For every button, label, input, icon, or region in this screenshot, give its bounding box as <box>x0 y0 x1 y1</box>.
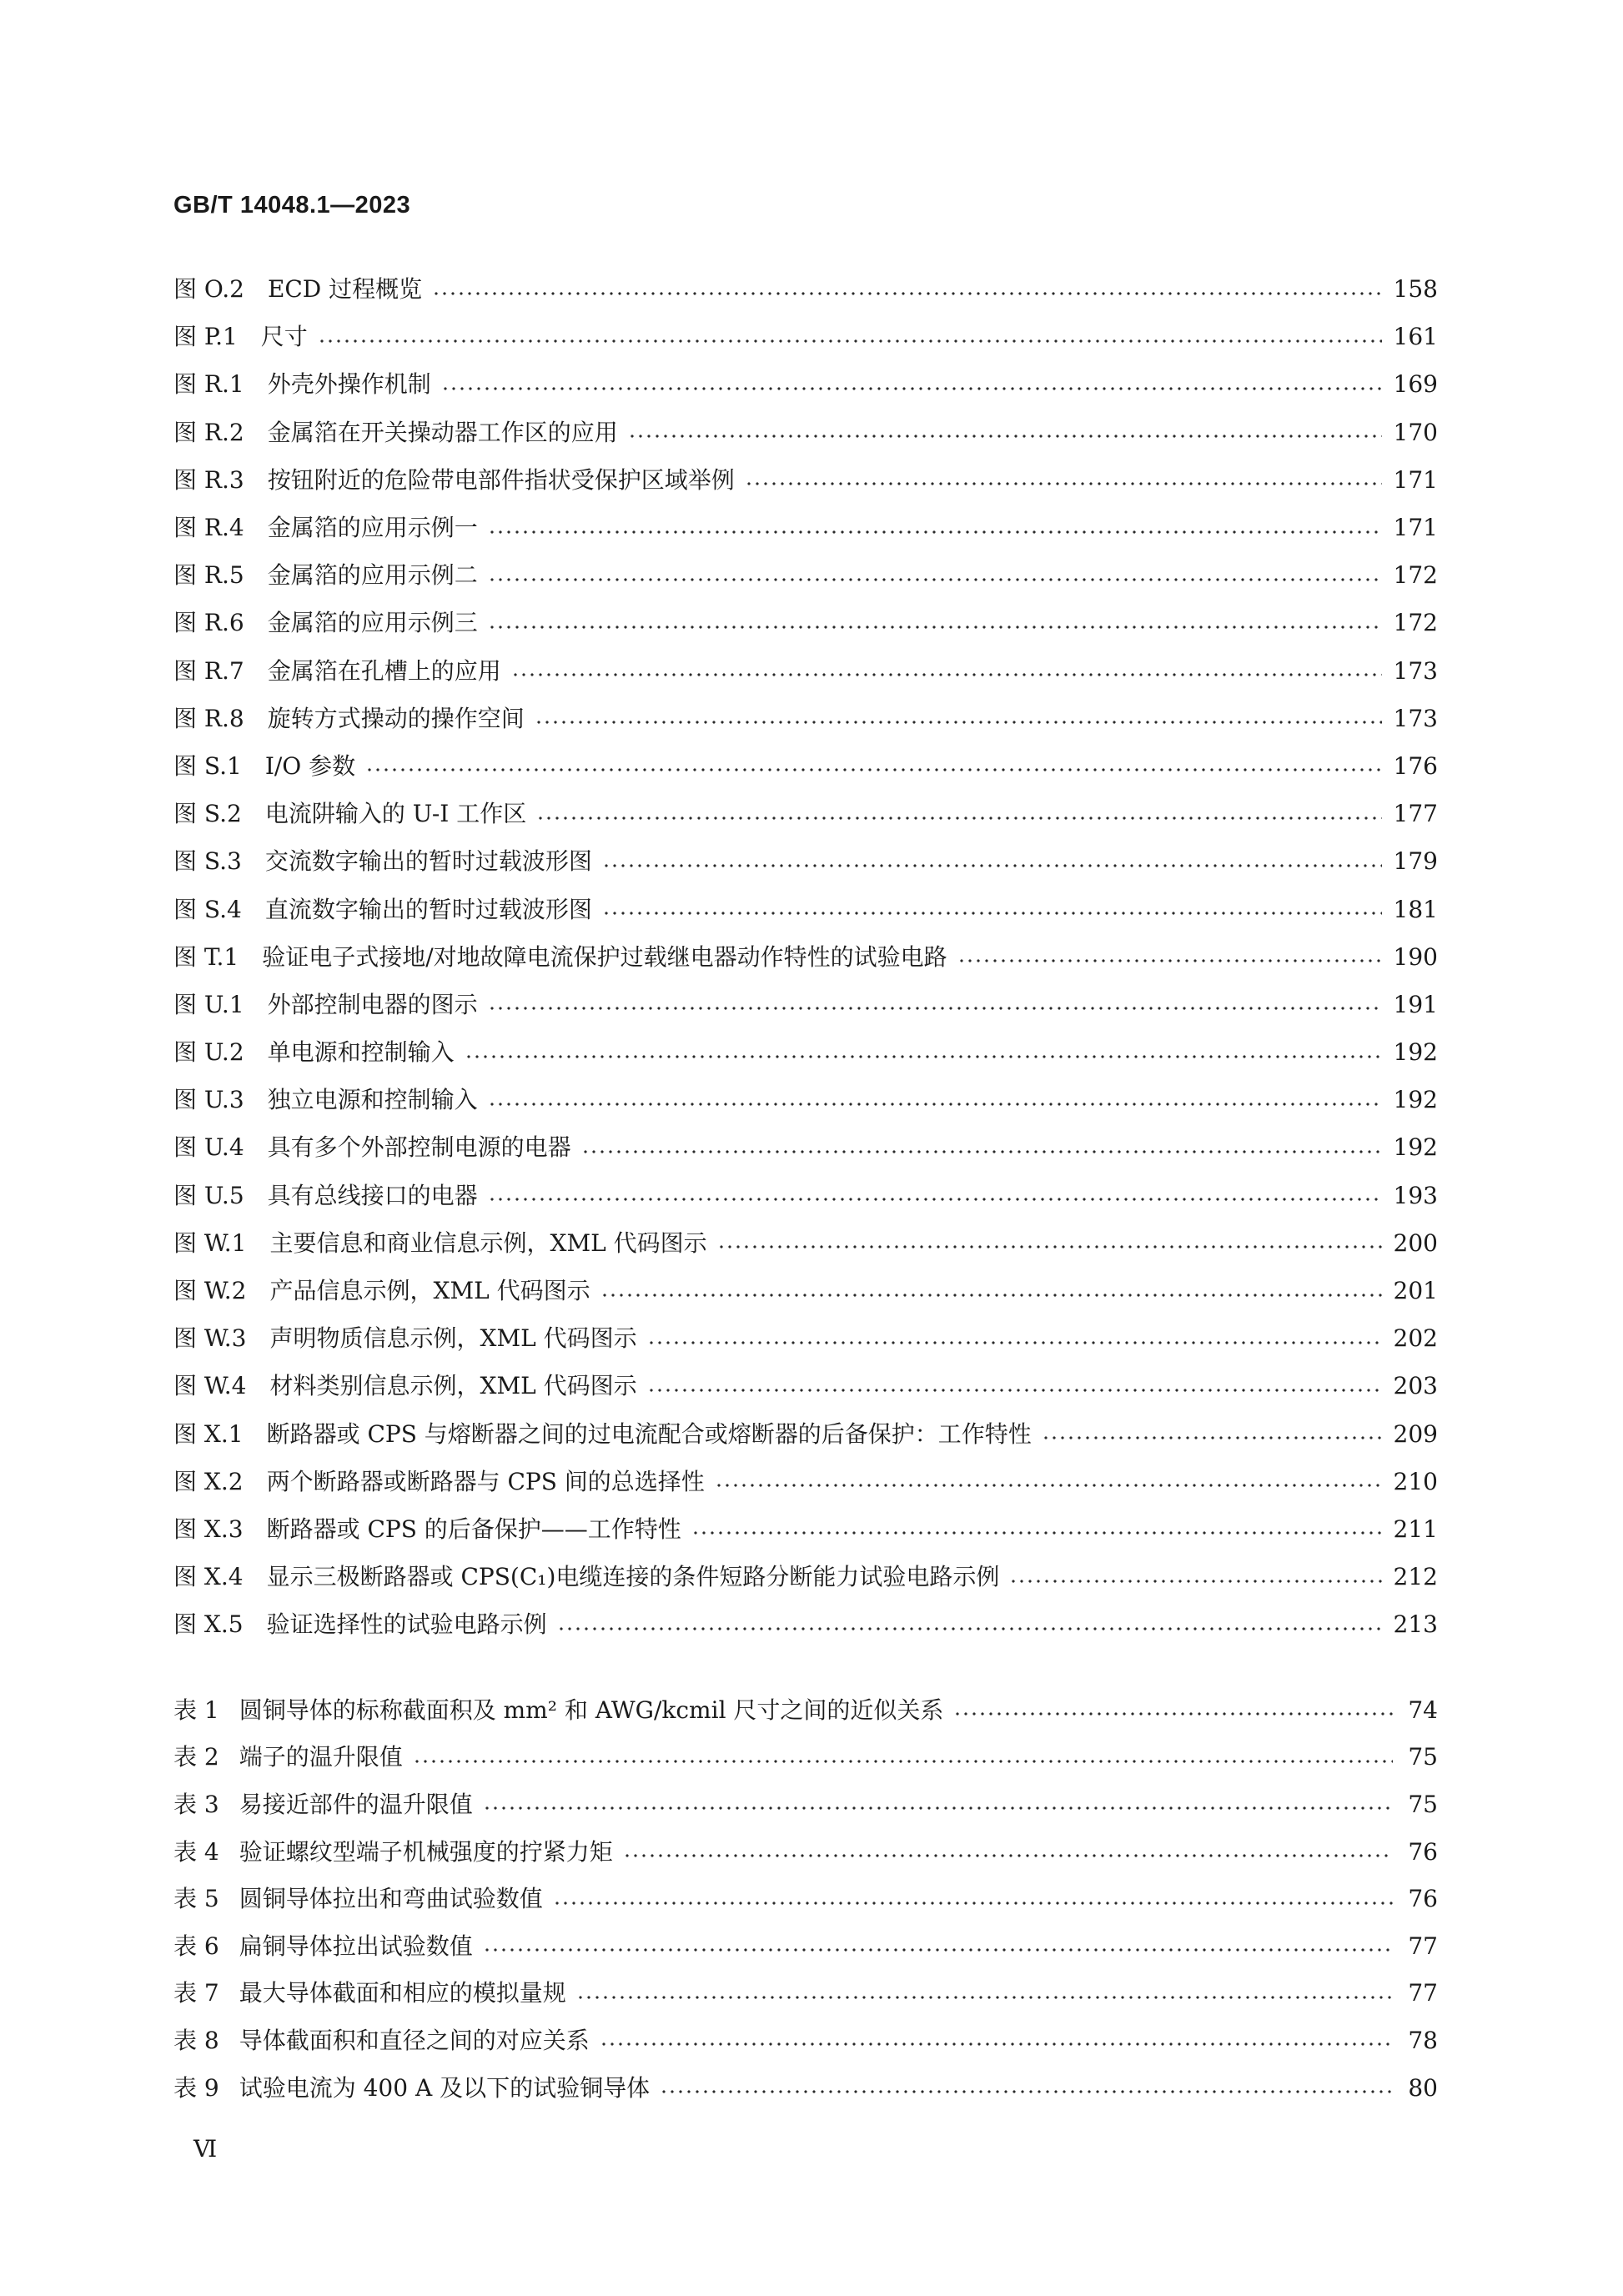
entry-number: 图 R.4 <box>173 514 244 542</box>
entry-title: ECD 过程概览 <box>267 275 423 304</box>
entry-title: 断路器或 CPS 与熔断器之间的过电流配合或熔断器的后备保护：工作特性 <box>266 1419 1032 1448</box>
figure-list <box>173 265 1438 1648</box>
dot-leader <box>600 2041 1393 2047</box>
entry-page-number: 176 <box>1393 751 1438 780</box>
entry-page-number: 173 <box>1393 704 1438 732</box>
dot-leader <box>441 385 1382 392</box>
entry-number: 图 R.6 <box>173 609 244 637</box>
entry-page-number: 161 <box>1393 323 1438 351</box>
entry-number: 图 X.5 <box>173 1610 244 1639</box>
entry-title: 具有多个外部控制电源的电器 <box>267 1133 571 1162</box>
entry-number: 表 2 <box>173 1743 219 1771</box>
entry-number: 图 W.4 <box>173 1372 247 1400</box>
dot-leader <box>1042 1434 1382 1441</box>
entry-page-number: 78 <box>1408 2026 1438 2054</box>
dot-leader <box>602 862 1382 869</box>
entry-number: 图 P.1 <box>173 323 238 351</box>
dot-leader <box>647 1339 1382 1346</box>
entry-number: 图 S.1 <box>173 751 242 780</box>
entry-page-number: 169 <box>1393 370 1438 399</box>
entry-number: 图 R.2 <box>173 418 244 446</box>
figure-entry[interactable] <box>173 837 1438 885</box>
entry-page-number: 173 <box>1393 656 1438 685</box>
entry-page-number: 172 <box>1393 609 1438 637</box>
figure-entry[interactable] <box>173 1219 1438 1267</box>
entry-title: 圆铜导体拉出和弯曲试验数值 <box>239 1885 543 1913</box>
entry-title: 圆铜导体的标称截面积及 mm² 和 AWG/kcmil 尺寸之间的近似关系 <box>239 1696 944 1724</box>
entry-title: 金属箔的应用示例一 <box>267 514 478 542</box>
dot-leader <box>318 338 1382 344</box>
dot-leader <box>715 1482 1382 1489</box>
figure-entry[interactable] <box>173 885 1438 932</box>
entry-title: 外部控制电器的图示 <box>267 990 478 1018</box>
entry-number: 图 U.2 <box>173 1038 244 1067</box>
figure-entry[interactable] <box>173 1123 1438 1171</box>
dot-leader <box>488 1101 1382 1108</box>
entry-title: 材料类别信息示例，XML 代码图示 <box>269 1372 637 1400</box>
entry-title: 最大导体截面和相应的模拟量规 <box>239 1979 566 2007</box>
entry-title: 具有总线接口的电器 <box>267 1181 478 1209</box>
table-entry[interactable] <box>173 1922 1438 1970</box>
entry-number: 图 X.1 <box>173 1419 244 1448</box>
entry-number: 图 R.7 <box>173 656 244 685</box>
entry-number: 图 X.4 <box>173 1563 244 1591</box>
figure-entry[interactable] <box>173 599 1438 646</box>
entry-number: 图 S.3 <box>173 847 242 876</box>
entry-page-number: 203 <box>1393 1372 1438 1400</box>
figure-entry[interactable] <box>173 409 1438 456</box>
figure-entry[interactable] <box>173 981 1438 1028</box>
entry-number: 图 S.2 <box>173 800 242 828</box>
dot-leader <box>557 1625 1382 1632</box>
entry-number: 图 U.4 <box>173 1133 244 1162</box>
dot-leader <box>745 480 1382 487</box>
entry-page-number: 170 <box>1393 418 1438 446</box>
entry-title: 验证选择性的试验电路示例 <box>266 1610 547 1639</box>
entry-page-number: 179 <box>1393 847 1438 876</box>
entry-title: 按钮附近的危险带电部件指状受保护区域举例 <box>267 465 735 494</box>
entry-title: 扁铜导体拉出试验数值 <box>239 1932 473 1960</box>
table-entry[interactable] <box>173 2064 1438 2112</box>
dot-leader <box>483 1947 1393 1953</box>
entry-page-number: 200 <box>1393 1228 1438 1257</box>
table-entry[interactable] <box>173 1875 1438 1922</box>
entry-number: 表 6 <box>173 1932 219 1960</box>
entry-title: 两个断路器或断路器与 CPS 间的总选择性 <box>266 1467 705 1495</box>
figure-entry[interactable] <box>173 1600 1438 1648</box>
figure-entry[interactable] <box>173 1553 1438 1600</box>
entry-number: 表 8 <box>173 2026 219 2054</box>
entry-title: 金属箔在开关操动器工作区的应用 <box>267 418 618 446</box>
entry-page-number: 75 <box>1408 1790 1438 1818</box>
entry-title: 试验电流为 400 A 及以下的试验铜导体 <box>239 2073 651 2102</box>
entry-title: 声明物质信息示例，XML 代码图示 <box>269 1324 637 1353</box>
dot-leader <box>432 290 1381 297</box>
entry-number: 图 W.2 <box>173 1277 247 1305</box>
entry-number: 图 U.3 <box>173 1086 244 1114</box>
dot-leader <box>600 1292 1382 1299</box>
table-entry[interactable] <box>173 1828 1438 1876</box>
dot-leader <box>628 433 1382 440</box>
entry-number: 图 T.1 <box>173 942 239 971</box>
entry-title: 外壳外操作机制 <box>267 370 431 399</box>
entry-page-number: 211 <box>1393 1515 1438 1543</box>
table-entry[interactable] <box>173 2017 1438 2064</box>
dot-leader <box>488 1005 1382 1012</box>
entry-title: 金属箔的应用示例三 <box>267 609 478 637</box>
entry-title: 电流阱输入的 U-I 工作区 <box>264 800 527 828</box>
entry-number: 图 R.3 <box>173 465 244 494</box>
entry-title: 导体截面积和直径之间的对应关系 <box>239 2026 590 2054</box>
entry-page-number: 177 <box>1393 800 1438 828</box>
entry-number: 图 W.3 <box>173 1324 247 1353</box>
entry-title: 交流数字输出的暂时过载波形图 <box>264 847 592 876</box>
entry-page-number: 191 <box>1393 990 1438 1018</box>
figure-entry[interactable] <box>173 1076 1438 1123</box>
figure-entry[interactable] <box>173 790 1438 837</box>
dot-leader <box>553 1900 1393 1907</box>
dot-leader <box>576 1994 1393 2001</box>
figure-entry[interactable] <box>173 1028 1438 1076</box>
entry-page-number: 190 <box>1393 942 1438 971</box>
entry-title: 尺寸 <box>260 323 308 351</box>
figure-entry[interactable] <box>173 695 1438 742</box>
entry-number: 表 1 <box>173 1696 219 1724</box>
dot-leader <box>488 576 1382 583</box>
entry-page-number: 192 <box>1393 1086 1438 1114</box>
entry-page-number: 202 <box>1393 1324 1438 1353</box>
entry-number: 图 R.8 <box>173 704 244 732</box>
figure-entry[interactable] <box>173 265 1438 313</box>
dot-leader <box>953 1711 1393 1717</box>
entry-page-number: 158 <box>1393 275 1438 304</box>
dot-leader <box>413 1758 1393 1765</box>
document-code: GB/T 14048.1—2023 <box>173 192 411 219</box>
table-entry[interactable] <box>173 1734 1438 1781</box>
entry-page-number: 212 <box>1393 1563 1438 1591</box>
entry-number: 图 U.1 <box>173 990 244 1018</box>
dot-leader <box>488 529 1382 535</box>
dot-leader <box>647 1387 1382 1394</box>
entry-page-number: 171 <box>1393 465 1438 494</box>
table-entry[interactable] <box>173 1970 1438 2017</box>
table-list <box>173 1686 1438 2111</box>
entry-title: 主要信息和商业信息示例，XML 代码图示 <box>269 1228 707 1257</box>
entry-page-number: 76 <box>1408 1837 1438 1866</box>
dot-leader <box>691 1530 1382 1536</box>
entry-page-number: 77 <box>1408 1932 1438 1960</box>
dot-leader <box>511 671 1382 678</box>
entry-number: 表 9 <box>173 2073 219 2102</box>
entry-title: 旋转方式操动的操作空间 <box>267 704 525 732</box>
entry-number: 图 W.1 <box>173 1228 247 1257</box>
figure-entry[interactable] <box>173 1267 1438 1314</box>
dot-leader <box>535 719 1382 726</box>
entry-title: I/O 参数 <box>264 751 356 780</box>
entry-page-number: 75 <box>1408 1743 1438 1771</box>
entry-number: 图 O.2 <box>173 275 244 304</box>
table-entry[interactable] <box>173 1781 1438 1828</box>
entry-number: 图 X.2 <box>173 1467 244 1495</box>
figure-entry[interactable] <box>173 742 1438 790</box>
dot-leader <box>957 957 1382 964</box>
entry-number: 图 S.4 <box>173 895 242 923</box>
figure-entry[interactable] <box>173 933 1438 981</box>
entry-page-number: 210 <box>1393 1467 1438 1495</box>
entry-number: 表 4 <box>173 1837 219 1866</box>
dot-leader <box>365 766 1381 773</box>
entry-title: 直流数字输出的暂时过载波形图 <box>264 895 592 923</box>
page-folio: Ⅵ <box>193 2135 218 2163</box>
entry-page-number: 74 <box>1408 1696 1438 1724</box>
entry-title: 金属箔在孔槽上的应用 <box>267 656 501 685</box>
dot-leader <box>1009 1578 1381 1585</box>
entry-title: 断路器或 CPS 的后备保护——工作特性 <box>266 1515 681 1543</box>
figure-entry[interactable] <box>173 1172 1438 1219</box>
dot-leader <box>488 1196 1382 1203</box>
entry-number: 表 3 <box>173 1790 219 1818</box>
dot-leader <box>483 1805 1393 1811</box>
dot-leader <box>488 624 1382 631</box>
entry-number: 表 7 <box>173 1979 219 2007</box>
entry-page-number: 181 <box>1393 895 1438 923</box>
entry-number: 图 X.3 <box>173 1515 244 1543</box>
entry-title: 验证螺纹型端子机械强度的拧紧力矩 <box>239 1837 613 1866</box>
figure-entry[interactable] <box>173 456 1438 504</box>
dot-leader <box>536 815 1381 821</box>
figure-entry[interactable] <box>173 1362 1438 1409</box>
entry-page-number: 209 <box>1393 1419 1438 1448</box>
entry-title: 独立电源和控制输入 <box>267 1086 478 1114</box>
entry-title: 验证电子式接地/对地故障电流保护过载继电器动作特性的试验电路 <box>262 942 947 971</box>
entry-page-number: 80 <box>1408 2073 1438 2102</box>
entry-page-number: 192 <box>1393 1038 1438 1067</box>
entry-title: 显示三极断路器或 CPS(C₁)电缆连接的条件短路分断能力试验电路示例 <box>266 1563 1000 1591</box>
dot-leader <box>465 1053 1382 1060</box>
entry-page-number: 171 <box>1393 514 1438 542</box>
entry-page-number: 201 <box>1393 1277 1438 1305</box>
entry-number: 表 5 <box>173 1885 219 1913</box>
dot-leader <box>717 1243 1382 1250</box>
entry-number: 图 U.5 <box>173 1181 244 1209</box>
entry-page-number: 76 <box>1408 1885 1438 1913</box>
entry-number: 图 R.5 <box>173 561 244 590</box>
figure-entry[interactable] <box>173 313 1438 360</box>
figure-entry[interactable] <box>173 551 1438 599</box>
entry-title: 易接近部件的温升限值 <box>239 1790 473 1818</box>
dot-leader <box>602 910 1382 917</box>
figure-entry[interactable] <box>173 1314 1438 1362</box>
entry-page-number: 77 <box>1408 1979 1438 2007</box>
figure-entry[interactable] <box>173 1505 1438 1553</box>
dot-leader <box>660 2088 1393 2095</box>
entry-page-number: 193 <box>1393 1181 1438 1209</box>
entry-title: 金属箔的应用示例二 <box>267 561 478 590</box>
dot-leader <box>623 1852 1393 1859</box>
figure-entry[interactable] <box>173 360 1438 408</box>
entry-title: 单电源和控制输入 <box>267 1038 455 1067</box>
entry-page-number: 213 <box>1393 1610 1438 1639</box>
dot-leader <box>581 1148 1382 1155</box>
entry-page-number: 192 <box>1393 1133 1438 1162</box>
figure-entry[interactable] <box>173 1410 1438 1458</box>
figure-entry[interactable] <box>173 1458 1438 1505</box>
figure-entry[interactable] <box>173 504 1438 551</box>
entry-title: 端子的温升限值 <box>239 1743 403 1771</box>
entry-number: 图 R.1 <box>173 370 244 399</box>
entry-title: 产品信息示例，XML 代码图示 <box>269 1277 590 1305</box>
entry-page-number: 172 <box>1393 561 1438 590</box>
table-entry[interactable] <box>173 1686 1438 1734</box>
figure-entry[interactable] <box>173 647 1438 695</box>
